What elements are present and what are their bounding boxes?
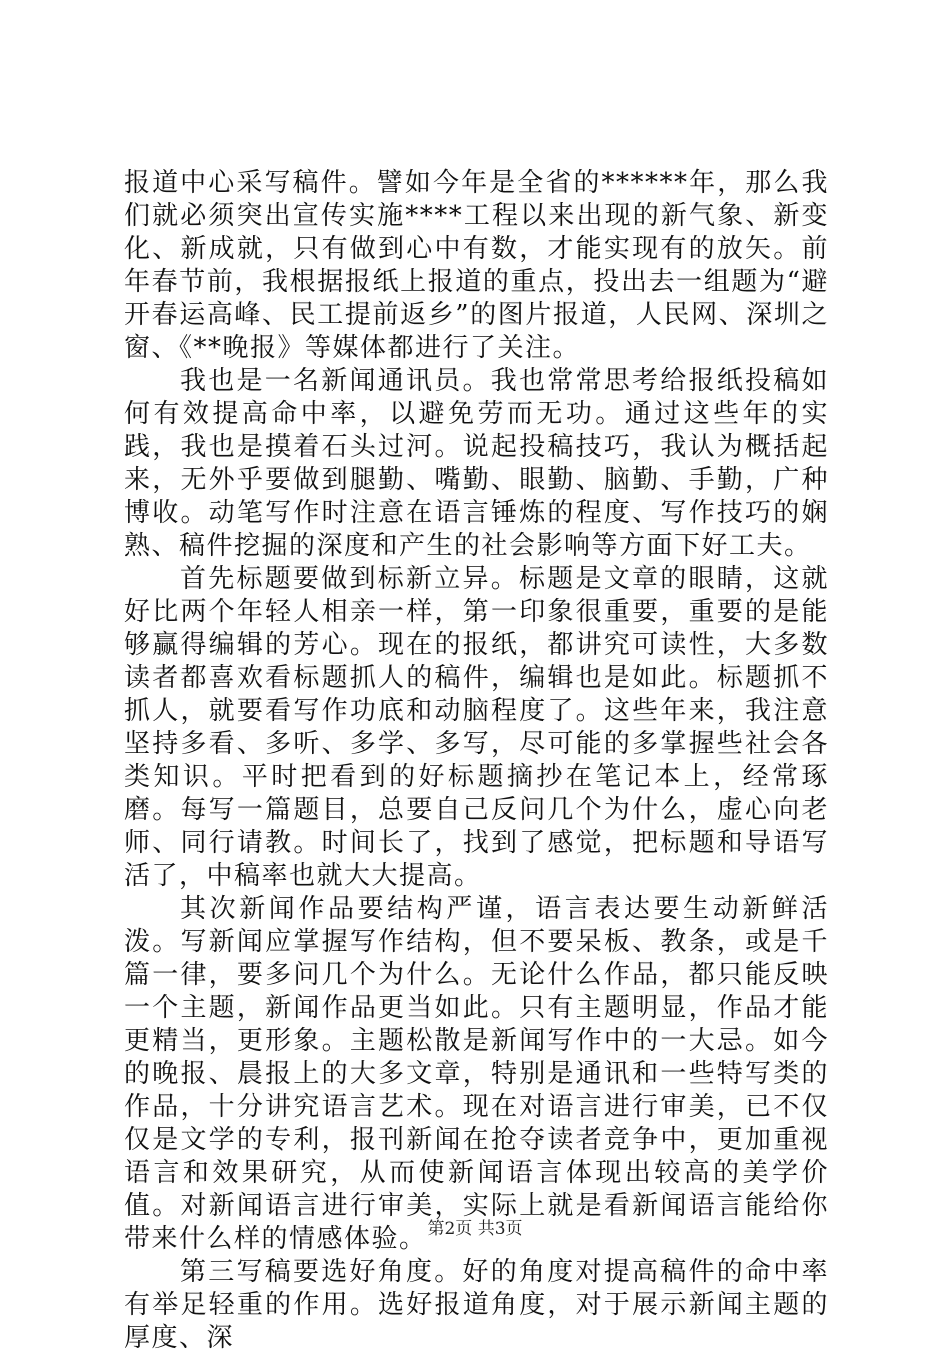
document-body [124, 167, 829, 1355]
paragraph-5: 第三写稿要选好角度。好的角度对提高稿件的命中率有举足轻重的作用。选好报道角度，对于展示新闻主题的厚度、深 [124, 1257, 829, 1353]
paragraph-1: 报道中心采写稿件。譬如今年是全省的******年，那么我们就必须突出宣传实施****工程以来出现的新气象、新变化、新成就，只有做到心中有数，才能实现有的放矢。前年春节前，我根据报纸上报道的重点，投出去一组题为“避开春运高峰、民工提前返乡”的图片报道，人民网、深圳之窗、《**晚报》等媒体都进行了关注。 [124, 168, 829, 363]
page-number-label: 第2页 共3页 [427, 1219, 523, 1239]
paragraph-4: 其次新闻作品要结构严谨，语言表达要生动新鲜活泼。写新闻应掌握写作结构，但不要呆板、教条，或是千篇一律，要多问几个为什么。无论什么作品，都只能反映一个主题，新闻作品更当如此。只有主题明显，作品才能更精当，更形象。主题松散是新闻写作中的一大忌。如今的晚报、晨报上的大多文章，特别是通讯和一些特写类的作品，十分讲究语言艺术。现在对语言进行审美，已不仅仅是文学的专利，报刊新闻在抢夺读者竞争中，更加重视语言和效果研究，从而使新闻语言体现出较高的美学价值。对新闻语言进行审美，实际上就是看新闻语言能给你带来什么样的情感体验。 [124, 894, 829, 1254]
paragraph-2: 我也是一名新闻通讯员。我也常常思考给报纸投稿如何有效提高命中率，以避免劳而无功。通过这些年的实践，我也是摸着石头过河。说起投稿技巧，我认为概括起来，无外乎要做到腿勤、嘴勤、眼勤、脑勤、手勤，广种博收。动笔写作时注意在语言锤炼的程度、写作技巧的娴熟、稿件挖掘的深度和产生的社会影响等方面下好工夫。 [124, 366, 829, 561]
paragraph-3: 首先标题要做到标新立异。标题是文章的眼睛，这就好比两个年轻人相亲一样，第一印象很重要，重要的是能够赢得编辑的芳心。现在的报纸，都讲究可读性，大多数读者都喜欢看标题抓人的稿件，编辑也是如此。标题抓不抓人，就要看写作功底和动脑程度了。这些年来，我注意坚持多看、多听、多学、多写，尽可能的多掌握些社会各类知识。平时把看到的好标题摘抄在笔记本上，经常琢磨。每写一篇题目，总要自己反问几个为什么，虚心向老师、同行请教。时间长了，找到了感觉，把标题和导语写活了，中稿率也就大大提高。 [124, 564, 829, 891]
page-footer [0, 1214, 950, 1239]
